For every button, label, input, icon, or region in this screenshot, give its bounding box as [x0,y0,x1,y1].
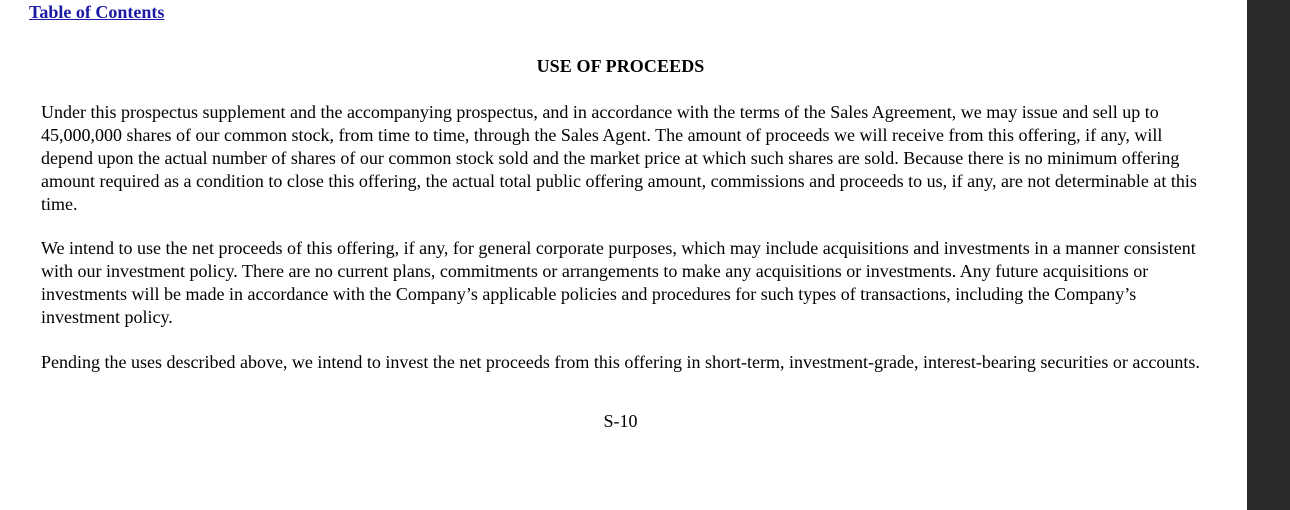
table-of-contents-link[interactable]: Table of Contents [29,2,165,22]
section-title: USE OF PROCEEDS [536,56,705,76]
paragraph-2: We intend to use the net proceeds of this offering, if any, for general corporate purposes, which may include acquisitions and investments in a manner consistent with our investment policy. There are no current plans, commitments or arrangements to make any acquisitions or investments. Any future acquisitions or investments will be made in accordance with the Company’s applicable policies and procedures for such types of transactions, including the Company’s investment policy. [41,238,1196,327]
paragraph-1: Under this prospectus supplement and the accompanying prospectus, and in accordance with the terms of the Sales Agreement, we may issue and sell up to 45,000,000 shares of our common stock, from time to time, through the Sales Agent. The amount of proceeds we will receive from this offering, if any, will depend upon the actual number of shares of our common stock sold and the market price at which such shares are sold. Because there is no minimum offering amount required as a condition to close this offering, the actual total public offering amount, commissions and proceeds to us, if any, are not determinable at this time. [41,102,1197,214]
paragraph-3: Pending the uses described above, we intend to invest the net proceeds from this offering in short-term, investment-grade, interest-bearing securities or accounts. [41,352,1200,372]
window-edge-bar [1247,0,1290,510]
page-number: S-10 [603,411,638,431]
